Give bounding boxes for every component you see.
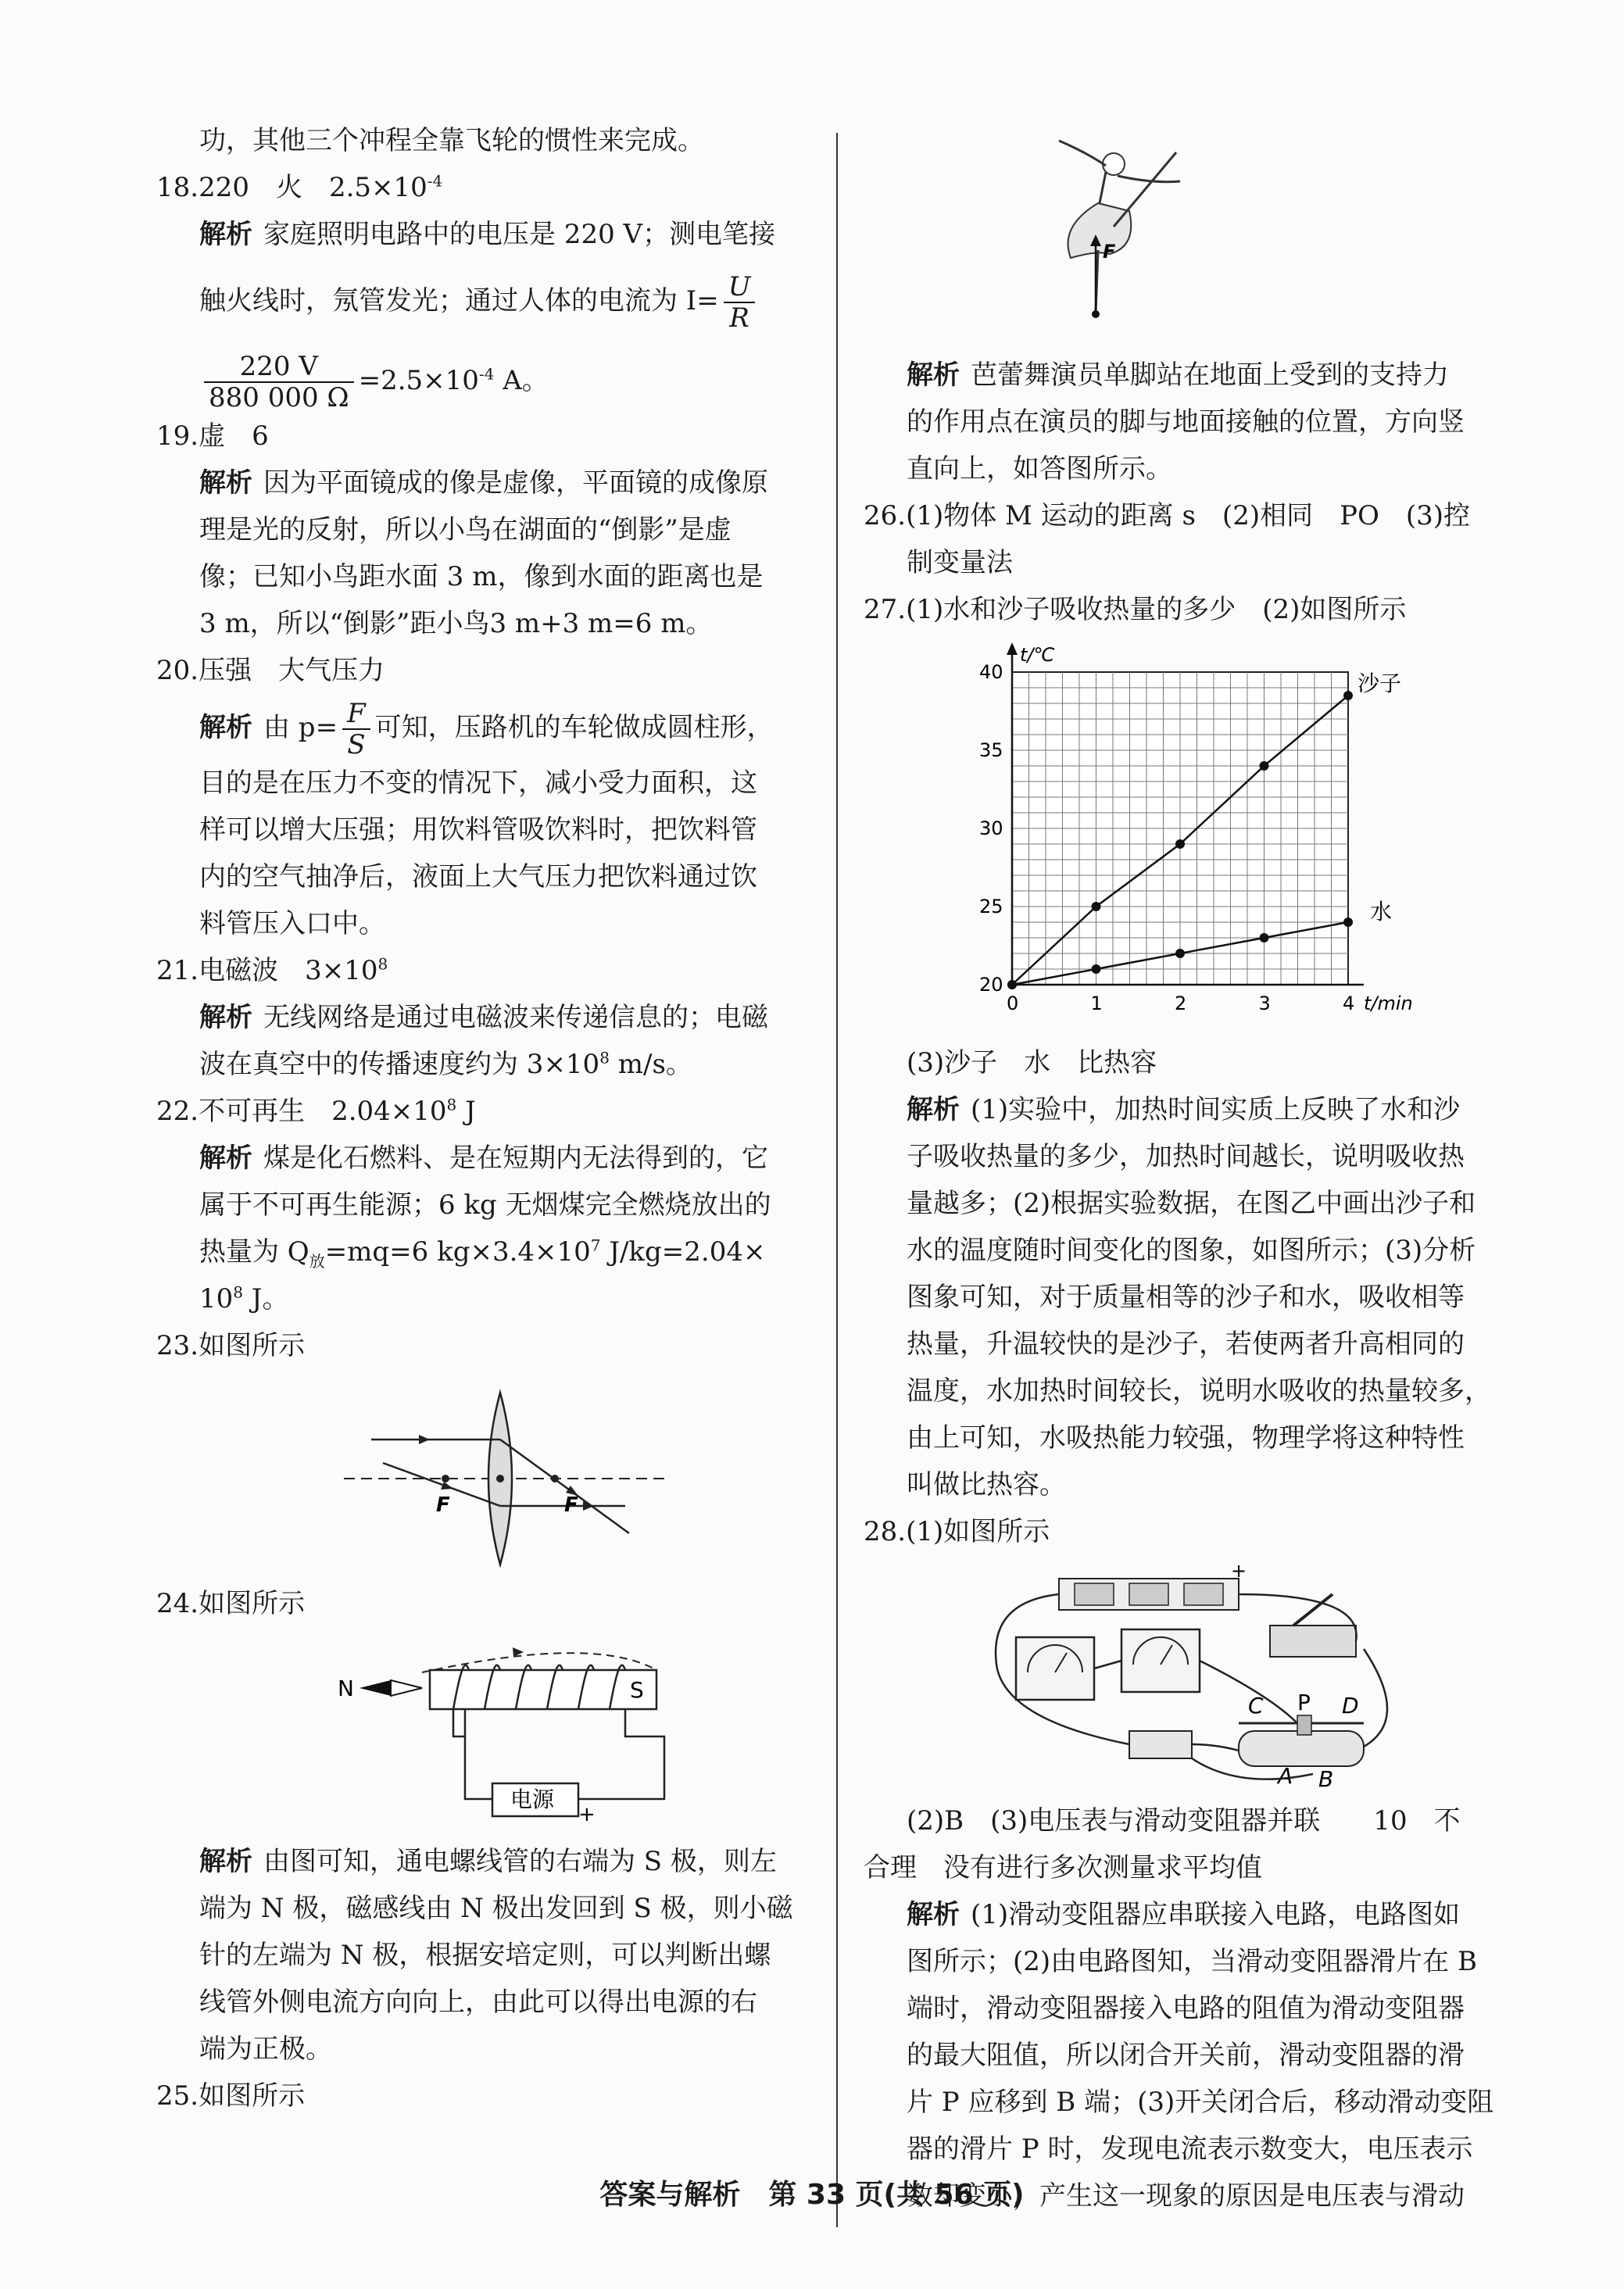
data-point-water xyxy=(1175,949,1185,958)
rheostat xyxy=(1239,1731,1364,1766)
arrow-icon xyxy=(441,1482,453,1490)
q19-explanation: 解析 因为平面镜成的像是虚像，平面镜的成像原 理是光的反射，所以小鸟在湖面的“倒影”是虚 像；已知小鸟距水面 3 m，像到水面的距离也是 3 m，所以“倒影”距小鸟3 m+3 m=6 m。 xyxy=(199,467,768,639)
analysis-label: 解析 xyxy=(199,1002,252,1033)
q28-answer3: 合理 没有进行多次测量求平均值 xyxy=(864,1852,1262,1883)
power-supply-label: 电源 xyxy=(510,1786,555,1812)
arrow-icon xyxy=(419,1435,430,1444)
analysis-label: 解析 xyxy=(907,359,960,391)
series-label-sand: 沙子 xyxy=(1358,671,1402,696)
q22-answer: 22.不可再生 $2.04\times 10^8$ J xyxy=(156,1095,476,1127)
data-point-sand xyxy=(1092,902,1101,911)
focus-label-right: F xyxy=(564,1493,578,1517)
q26-answer: 26.(1)物体 M 运动的距离 s (2)相同 PO (3)控 xyxy=(864,500,1470,531)
q17-tail: 功，其他三个冲程全靠飞轮的惯性来完成。 xyxy=(199,125,704,156)
analysis-label: 解析 xyxy=(199,467,252,499)
force-application-point xyxy=(1092,310,1100,318)
y-tick-label: 35 xyxy=(979,739,1003,761)
q20-answer: 20.压强 大气压力 xyxy=(156,655,385,686)
q21-answer: 21.电磁波 $3\times 10^8$ xyxy=(156,954,388,986)
solenoid-core xyxy=(430,1670,656,1709)
q26-answer-cont: 制变量法 xyxy=(907,547,1013,578)
dancer-head xyxy=(1103,153,1125,175)
slider-p-label: P xyxy=(1297,1690,1311,1715)
x-tick-label: 2 xyxy=(1175,992,1187,1014)
optical-center xyxy=(496,1475,504,1482)
focus-label-left: F xyxy=(436,1493,450,1517)
needle-north-label: N xyxy=(338,1676,354,1701)
column-divider xyxy=(836,133,838,2227)
compass-needle-south xyxy=(391,1680,422,1696)
analysis-label: 解析 xyxy=(199,1143,252,1174)
page-footer: 答案与解析 第 33 页(共 56 页) xyxy=(599,2179,1025,2211)
switch xyxy=(1270,1626,1356,1657)
wire-right xyxy=(578,1709,664,1799)
q28-explanation: 解析 (1)滑动变阻器应串联接入电路，电路图如 图所示；(2)由电路图知，当滑动变阻器滑片在 B 端时，滑动变阻器接入电路的阻值为滑动变阻器 的最大阻值，所以闭合开关前，滑动变阻器的滑 片 P 应移到 B 端；(3)开关闭合后，移动滑动变阻 器的滑片 P 时，发现电流表示数变大，电压表示 数却变小，产生这一现象的原因是电压表与滑动 xyxy=(907,1899,1494,2212)
dancer-arm-right xyxy=(1118,176,1180,182)
rheostat-slider xyxy=(1297,1715,1311,1735)
q25-answer: 25.如图所示 xyxy=(156,2080,306,2112)
fraction-u-over-r: $\frac{U}{R}$ xyxy=(724,272,756,333)
analysis-label: 解析 xyxy=(907,1899,960,1930)
q27-explanation: 解析 (1)实验中，加热时间实质上反映了水和沙 子吸收热量的多少，加热时间越长，说明吸收热 量越多；(2)根据实验数据，在图乙中画出沙子和 水的温度随时间变化的图象，如图所示；(3)分析 图象可知，对于质量相等的沙子和水，吸收相等 热量，升温较快的是沙子，若使两者升高相同的 温度，水加热时间较长，说明水吸收的热量较多， 由上可知，水吸热能力较强，物理学将这种特性 叫做比热容。 xyxy=(907,1094,1491,1500)
wire-left xyxy=(465,1709,492,1799)
q25-explanation: 解析 芭蕾舞演员单脚站在地面上受到的支持力 的作用点在演员的脚与地面接触的位置，方向竖 直向上，如答图所示。 xyxy=(907,359,1465,485)
focal-point-right xyxy=(551,1475,559,1482)
q19-answer: 19.虚 6 xyxy=(156,420,269,452)
compass-needle-north xyxy=(359,1680,391,1696)
dancer-tutu xyxy=(1068,203,1132,258)
q18-explanation: 解析 家庭照明电路中的电压是 220 V；测电笔接 触火线时，氖管发光；通过人体的电流为 I= $\frac{U}{R}$ $\frac{220 V}{880 000 \Omega}$ $=2.5\times 10^{-4}$ A。 xyxy=(199,219,776,413)
data-point-water xyxy=(1092,964,1101,974)
analysis-label: 解析 xyxy=(199,1846,252,1877)
q27-answer3: (3)沙子 水 比热容 xyxy=(907,1047,1157,1078)
coil-lead xyxy=(453,1709,465,1736)
y-tick-label: 40 xyxy=(979,661,1003,683)
convex-lens-diagram xyxy=(156,1377,821,1572)
data-point-sand xyxy=(1175,839,1185,849)
circuit-diagram xyxy=(864,1563,1504,1790)
left-column xyxy=(156,117,821,2119)
battery-cell xyxy=(1129,1583,1168,1605)
y-tick-label: 20 xyxy=(979,974,1003,996)
data-point-water xyxy=(1007,980,1017,989)
terminal-b-label: B xyxy=(1318,1766,1334,1790)
data-point-sand xyxy=(1260,761,1269,771)
temperature-time-chart xyxy=(864,641,1504,1032)
dancer-arm-left xyxy=(1059,141,1106,166)
solenoid-south-label: S xyxy=(630,1677,644,1703)
x-tick-label: 3 xyxy=(1258,992,1271,1014)
analysis-label: 解析 xyxy=(199,712,252,743)
q27-answer: 27.(1)水和沙子吸收热量的多少 (2)如图所示 xyxy=(864,594,1407,625)
data-point-water xyxy=(1343,917,1353,927)
battery-cell xyxy=(1075,1583,1114,1605)
analysis-label: 解析 xyxy=(199,219,252,250)
q24-explanation: 解析 由图可知，通电螺线管的右端为 S 极，则左 端为 N 极，磁感线由 N 极出发回到 S 极，则小磁 针的左端为 N 极，根据安培定则，可以判断出螺 线管外侧电流方向向上，由此可以得出电源的右 端为正极。 xyxy=(199,1846,793,2065)
ballet-dancer-figure xyxy=(864,109,1504,344)
positive-terminal-label: + xyxy=(578,1803,596,1826)
q24-answer: 24.如图所示 xyxy=(156,1588,306,1619)
y-tick-label: 25 xyxy=(979,896,1003,917)
q28-answer2: (2)B (3)电压表与滑动变阻器并联 10 不 xyxy=(907,1805,1461,1837)
battery-plus-label: + xyxy=(1231,1563,1247,1582)
battery-cell xyxy=(1184,1583,1223,1605)
force-label: F xyxy=(1103,241,1116,263)
terminal-a-label: A xyxy=(1278,1763,1293,1789)
y-axis-label: t/℃ xyxy=(1020,644,1055,666)
fraction-f-over-s: $\frac{F}{S}$ xyxy=(342,699,370,760)
q21-explanation: 解析 无线网络是通过电磁波来传递信息的；电磁 波在真空中的传播速度约为 $3\times 10^8$ m/s。 xyxy=(199,1002,768,1080)
x-axis-label: t/min xyxy=(1364,992,1413,1014)
fraction-voltage-over-resistance: $\frac{220 V}{880 000 \Omega}$ xyxy=(204,352,354,413)
right-column xyxy=(864,117,1504,2219)
q23-answer: 23.如图所示 xyxy=(156,1330,306,1361)
data-point-sand xyxy=(1343,691,1353,700)
x-tick-label: 0 xyxy=(1007,992,1019,1014)
x-tick-label: 4 xyxy=(1343,992,1355,1014)
terminal-d-label: D xyxy=(1342,1693,1359,1719)
series-label-water: 水 xyxy=(1370,899,1393,925)
y-axis-arrow xyxy=(1007,642,1018,655)
q18-answer: 18.220 火 $2.5\times 10^{-4}$ xyxy=(156,171,443,203)
focal-point-left xyxy=(442,1475,449,1482)
terminal-c-label: C xyxy=(1248,1693,1264,1719)
q28-answer: 28.(1)如图所示 xyxy=(864,1516,1050,1547)
ray-refracted-out xyxy=(500,1440,629,1533)
resistor xyxy=(1129,1731,1192,1758)
analysis-label: 解析 xyxy=(907,1094,960,1125)
q22-explanation: 解析 煤是化石燃料、是在短期内无法得到的，它 属于不可再生能源；6 kg 无烟煤完全燃烧放出的 热量为 $Q_放=mq=6$ $kg\times 3.4\times 10^7$ J/kg=2.04× $10^8$ J。 xyxy=(199,1143,771,1314)
solenoid-diagram xyxy=(156,1635,821,1830)
data-point-water xyxy=(1260,933,1269,942)
q20-explanation: 解析 由 p= $\frac{F}{S}$ 可知，压路机的车轮做成圆柱形， 目的是在压力不变的情况下，减小受力面积，这 样可以增大压强；用饮料管吸饮料时，把饮料管 内的空气抽净后，液面上大气压力把饮料通过饮 料管压入口中。 xyxy=(199,698,774,939)
y-tick-label: 30 xyxy=(979,817,1003,839)
x-tick-label: 1 xyxy=(1090,992,1103,1014)
